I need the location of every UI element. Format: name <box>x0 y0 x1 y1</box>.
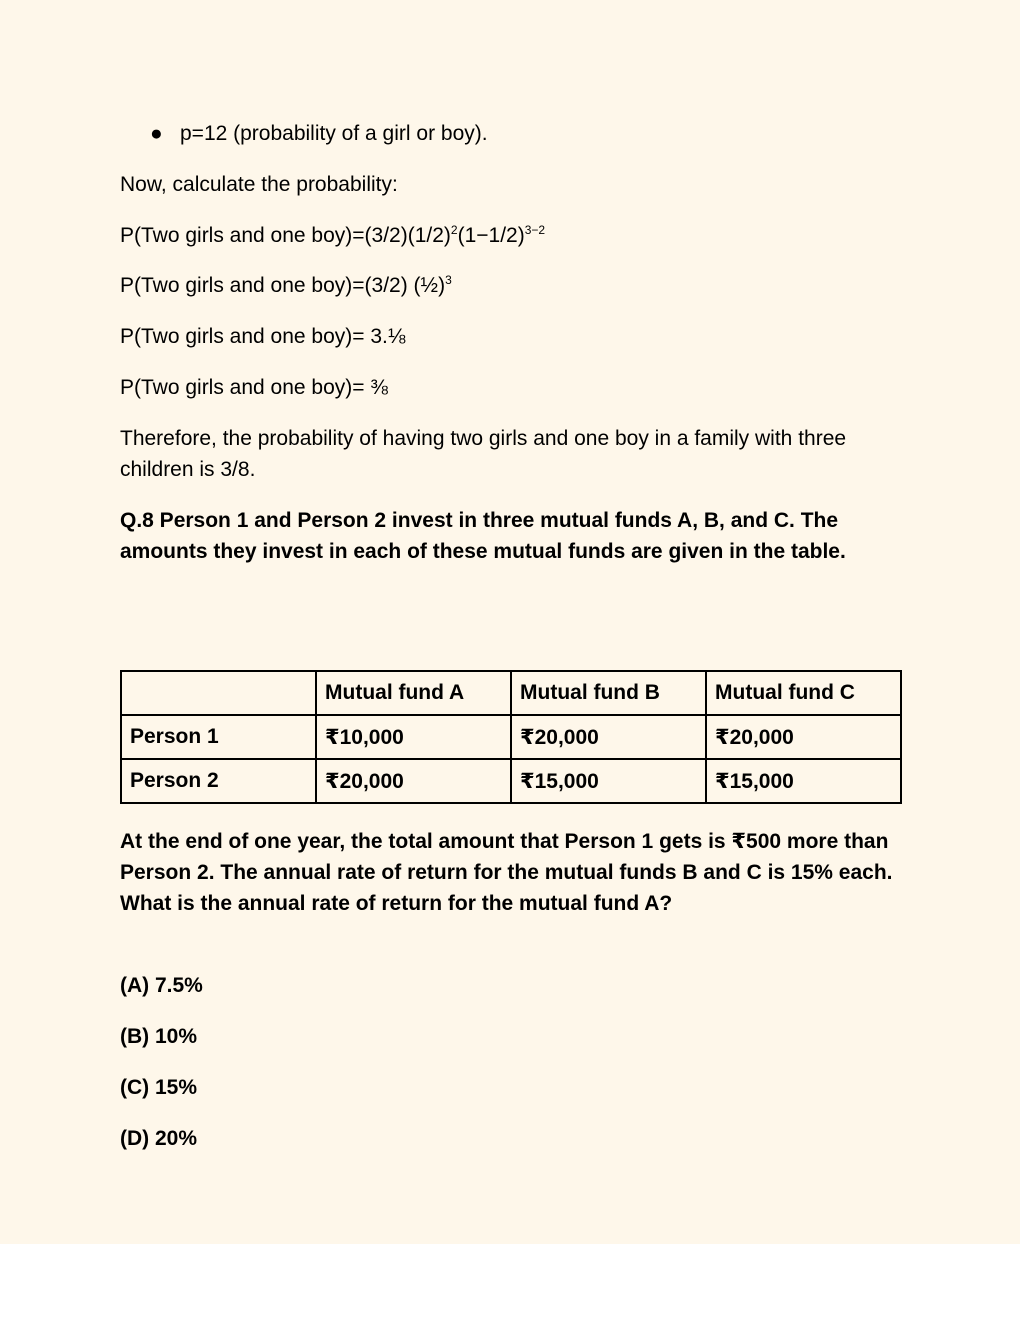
investment-table <box>120 670 902 804</box>
formula-step-1-base: P(Two girls and one boy)=(3/2)(1/2) <box>120 224 451 247</box>
table-header-cell: Mutual fund B <box>511 671 706 715</box>
table-cell: ₹20,000 <box>706 715 901 759</box>
question-title: Q.8 Person 1 and Person 2 invest in three mutual funds A, B, and C. The amounts they invest in each of these mutual funds are given in the table. <box>120 509 846 563</box>
table-cell: ₹20,000 <box>511 715 706 759</box>
table-header-cell: Mutual fund A <box>316 671 511 715</box>
formula-step-2 <box>120 270 452 301</box>
table-cell: Person 1 <box>121 715 316 759</box>
table-cell: ₹10,000 <box>316 715 511 759</box>
table-row <box>121 715 901 759</box>
option-b: (B) 10% <box>120 1025 198 1048</box>
table-header-cell <box>121 671 316 715</box>
table-row <box>121 759 901 803</box>
table-cell: ₹15,000 <box>511 759 706 803</box>
table-header-cell: Mutual fund C <box>706 671 901 715</box>
bullet-text: p=12 (probability of a girl or boy). <box>180 122 488 145</box>
option-c: (C) 15% <box>120 1076 198 1099</box>
formula-step-1-middle: (1−1/2) <box>457 224 525 247</box>
table-cell: ₹20,000 <box>316 759 511 803</box>
formula-step-1-exponent-b: 3−2 <box>524 223 546 237</box>
formula-step-2-base: P(Two girls and one boy)=(3/2) (½) <box>120 274 446 297</box>
bullet-dot: ● <box>150 122 163 145</box>
table-header-row <box>121 671 901 715</box>
intro-text: Now, calculate the probability: <box>120 173 398 196</box>
question-body: At the end of one year, the total amount that Person 1 gets is ₹500 more than Person 2. The annual rate of return for the mutual funds B and C is 15% each. What is the annual rate of return for the mutual fund A? <box>120 830 893 915</box>
formula-step-1 <box>120 220 545 251</box>
formula-step-3: P(Two girls and one boy)= 3.⅛ <box>120 325 406 348</box>
formula-step-2-exponent: 3 <box>445 273 452 287</box>
conclusion-text: Therefore, the probability of having two girls and one boy in a family with three children is 3/8. <box>120 427 847 481</box>
option-d: (D) 20% <box>120 1127 198 1150</box>
table-cell: ₹15,000 <box>706 759 901 803</box>
option-a: (A) 7.5% <box>120 974 203 997</box>
table-cell: Person 2 <box>121 759 316 803</box>
formula-step-1-exponent-a: 2 <box>450 223 458 237</box>
formula-step-4: P(Two girls and one boy)= ⅜ <box>120 376 388 399</box>
